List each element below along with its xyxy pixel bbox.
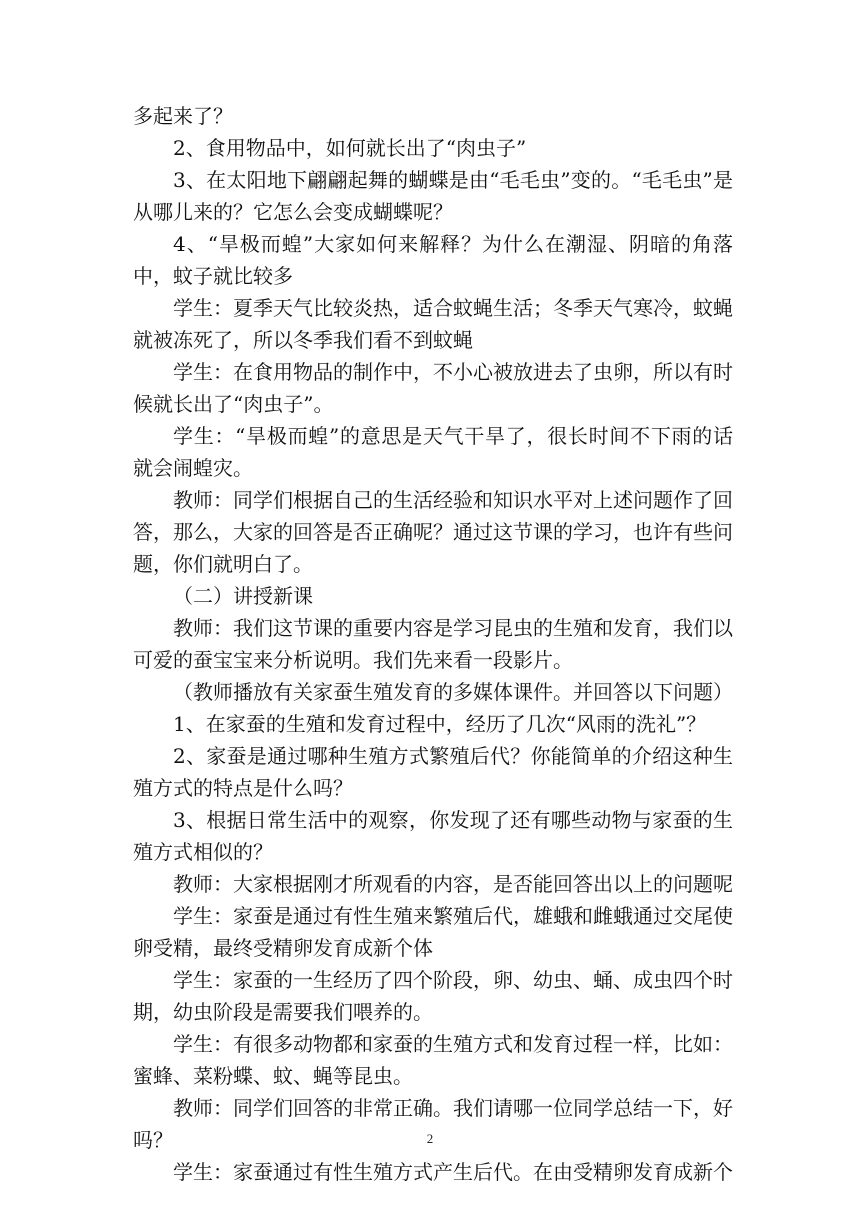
paragraph-lesson-question-2: 2、家蚕是通过哪种生殖方式繁殖后代？你能简单的介绍这种生殖方式的特点是什么吗？	[133, 744, 733, 800]
section-heading-new-lesson: （二）讲授新课	[173, 584, 313, 608]
paragraph-question-4: 4、“旱极而蝗”大家如何来解释？为什么在潮湿、阴暗的角落中，蚊子就比较多	[133, 232, 733, 288]
paragraph-student-answer-1: 学生：夏季天气比较炎热，适合蚊蝇生活；冬季天气寒冷，蚊蝇就被冻死了，所以冬季我们看不到蚊蝇	[133, 296, 733, 352]
paragraph-teacher-praise: 教师：同学们回答的非常正确。我们请哪一位同学总结一下，好吗？	[133, 1096, 733, 1152]
paragraph-lesson-question-3: 3、根据日常生活中的观察，你发现了还有哪些动物与家蚕的生殖方式相似的？	[133, 808, 733, 864]
paragraph-teacher-instruction: （教师播放有关家蚕生殖发育的多媒体课件。并回答以下问题）	[173, 680, 733, 704]
paragraph-student-summary: 学生：家蚕通过有性生殖方式产生后代。在由受精卵发育成新个	[173, 1160, 733, 1184]
paragraph-student-reply-1: 学生：家蚕是通过有性生殖来繁殖后代，雄蛾和雌蛾通过交尾使卵受精，最终受精卵发育成新个体	[133, 904, 733, 960]
paragraph-teacher-summary: 教师：同学们根据自己的生活经验和知识水平对上述问题作了回答，那么，大家的回答是否正确呢？通过这节课的学习，也许有些问题，你们就明白了。	[133, 488, 733, 576]
paragraph-lesson-question-1: 1、在家蚕的生殖和发育过程中，经历了几次“风雨的洗礼”？	[173, 712, 707, 736]
paragraph-teacher-intro: 教师：我们这节课的重要内容是学习昆虫的生殖和发育，我们以可爱的蚕宝宝来分析说明。我们先来看一段影片。	[133, 616, 733, 672]
page-number: 2	[426, 1131, 434, 1146]
paragraph-teacher-prompt: 教师：大家根据刚才所观看的内容，是否能回答出以上的问题呢	[173, 872, 733, 896]
paragraph-student-answer-2: 学生：在食用物品的制作中，不小心被放进去了虫卵，所以有时候就长出了“肉虫子”。	[133, 360, 733, 416]
paragraph-student-reply-3: 学生：有很多动物都和家蚕的生殖方式和发育过程一样，比如：蜜蜂、菜粉蝶、蚊、蝇等昆虫。	[133, 1032, 733, 1088]
paragraph-student-reply-2: 学生：家蚕的一生经历了四个阶段，卵、幼虫、蛹、成虫四个时期，幼虫阶段是需要我们喂养的。	[133, 968, 733, 1024]
paragraph-continuation: 多起来了？	[133, 104, 233, 128]
paragraph-student-answer-3: 学生：“旱极而蝗”的意思是天气干旱了，很长时间不下雨的话就会闹蝗灾。	[133, 424, 733, 480]
page-body	[133, 100, 733, 1188]
paragraph-question-2: 2、食用物品中，如何就长出了“肉虫子”	[173, 136, 527, 160]
paragraph-question-3: 3、在太阳地下翩翩起舞的蝴蝶是由“毛毛虫”变的。“毛毛虫”是从哪儿来的？它怎么会变成蝴蝶呢？	[133, 168, 733, 224]
